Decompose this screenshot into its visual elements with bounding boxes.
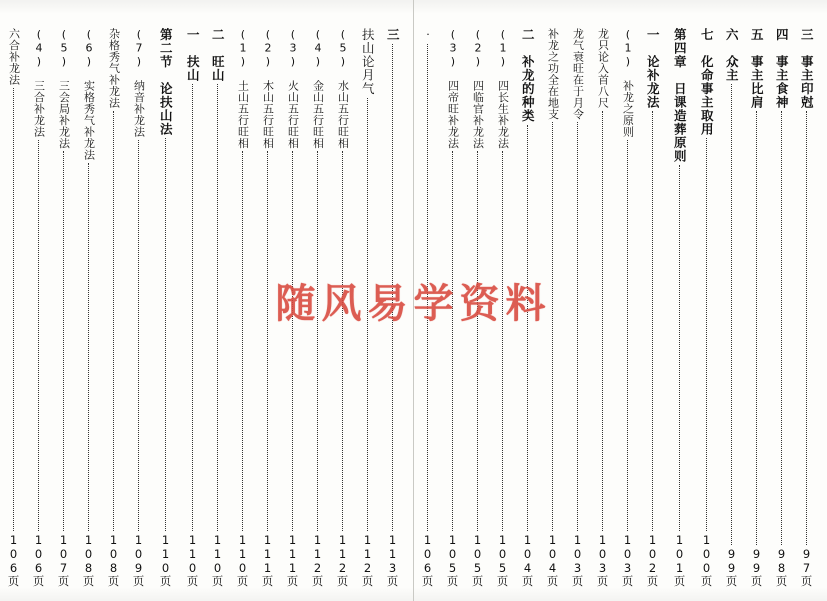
toc-entry-text: 龙气衰旺在于月令 (571, 28, 585, 120)
toc-page-number: 109页 (131, 532, 146, 586)
toc-entry-text: 六 众主 (724, 28, 740, 82)
toc-entry[interactable] (151, 26, 180, 586)
toc-entry[interactable] (615, 26, 640, 586)
toc-leader (577, 122, 579, 531)
toc-entry-text: (5) 三会局补龙法 (57, 28, 71, 149)
toc-leader (113, 111, 115, 531)
toc-page-number: 98页 (774, 546, 789, 586)
toc-leader (165, 138, 167, 531)
toc-leader (192, 84, 194, 531)
toc-entry[interactable] (440, 26, 465, 586)
toc-page-number: 104页 (545, 532, 560, 586)
toc-page-number: 99页 (749, 546, 764, 586)
toc-entry[interactable] (565, 26, 590, 586)
toc-entry[interactable] (230, 26, 255, 586)
toc-entry-text: (6) 实格秀气补龙法 (82, 28, 96, 161)
toc-page-number: 108页 (106, 532, 121, 586)
toc-page-number: 106页 (420, 532, 435, 586)
toc-page-number: 101页 (672, 532, 687, 586)
toc-entry[interactable] (51, 26, 76, 586)
toc-entry-text: (5) 水山五行旺相 (336, 28, 350, 149)
toc-leader (652, 111, 654, 531)
toc-leader (367, 98, 369, 531)
toc-entry[interactable] (465, 26, 490, 586)
toc-entry[interactable] (540, 26, 565, 586)
toc-page-number: 103页 (595, 532, 610, 586)
toc-entry[interactable] (490, 26, 515, 586)
right-toc-columns (422, 26, 819, 591)
toc-entry-text: 六合补龙法 (7, 28, 21, 86)
toc-leader (806, 111, 808, 545)
toc-page-number: 113页 (385, 532, 400, 586)
toc-entry-text: (3) 四帝旺补龙法 (446, 28, 460, 149)
toc-entry-text: 杂格秀气补龙法 (107, 28, 121, 109)
toc-entry[interactable] (76, 26, 101, 586)
toc-leader (781, 111, 783, 545)
toc-entry-text: 一 论补龙法 (645, 28, 661, 109)
toc-entry-text: (2) 四临官补龙法 (471, 28, 485, 149)
toc-leader (392, 44, 394, 531)
toc-entry-text: 三 事主印尅 (799, 28, 815, 109)
toc-entry[interactable] (1, 26, 26, 586)
toc-entry-text: 龙只论入首八尺 (596, 28, 610, 109)
toc-entry[interactable] (280, 26, 305, 586)
toc-entry[interactable] (355, 26, 380, 586)
right-page (414, 0, 827, 601)
toc-leader (452, 151, 454, 531)
toc-entry[interactable] (305, 26, 330, 586)
toc-leader (138, 140, 140, 531)
toc-entry-text: (7) 纳音补龙法 (132, 28, 146, 138)
toc-leader (317, 151, 319, 531)
toc-entry-text: 补龙之功全在地支 (546, 28, 560, 120)
toc-page-number: 110页 (158, 532, 173, 586)
toc-entry[interactable] (330, 26, 355, 586)
left-page (0, 0, 413, 601)
toc-leader (756, 111, 758, 545)
toc-entry-text: (1) 土山五行旺相 (236, 28, 250, 149)
toc-entry[interactable] (126, 26, 151, 586)
toc-entry-text: 扶山论月气 (360, 28, 376, 96)
toc-leader (267, 151, 269, 531)
toc-entry-text: 一 扶山 (185, 28, 201, 82)
toc-page-number: 106页 (31, 532, 46, 586)
toc-entry[interactable] (205, 26, 230, 586)
toc-leader (731, 84, 733, 545)
toc-page-number: 107页 (56, 532, 71, 586)
toc-leader (477, 151, 479, 531)
toc-leader (242, 151, 244, 531)
toc-entry[interactable] (101, 26, 126, 586)
toc-page-number: 105页 (445, 532, 460, 586)
toc-leader (552, 122, 554, 531)
toc-entry[interactable] (769, 26, 794, 586)
toc-leader (527, 125, 529, 531)
toc-entry[interactable] (665, 26, 694, 586)
toc-page-number: 102页 (645, 532, 660, 586)
toc-page-number: 103页 (620, 532, 635, 586)
toc-leader (627, 140, 629, 531)
toc-page-number: 112页 (335, 532, 350, 586)
toc-page-number: 112页 (310, 532, 325, 586)
toc-entry[interactable] (180, 26, 205, 586)
toc-entry[interactable] (255, 26, 280, 586)
toc-entry[interactable] (694, 26, 719, 586)
toc-entry-text: 二 旺山 (210, 28, 226, 82)
toc-entry[interactable] (515, 26, 540, 586)
watermark: 随风易学资料 (275, 281, 552, 327)
toc-entry[interactable] (640, 26, 665, 586)
toc-page-number: 110页 (185, 532, 200, 586)
toc-entry-text: · (421, 28, 435, 42)
toc-entry[interactable] (380, 26, 405, 586)
left-toc-columns (8, 26, 405, 591)
toc-leader (706, 138, 708, 531)
toc-leader (63, 151, 65, 531)
toc-entry-text: (1) 四长生补龙法 (496, 28, 510, 149)
toc-entry-text: (4) 金山五行旺相 (311, 28, 325, 149)
toc-entry[interactable] (26, 26, 51, 586)
toc-leader (342, 151, 344, 531)
toc-page-number: 100页 (699, 532, 714, 586)
toc-entry[interactable] (415, 26, 440, 586)
toc-entry-text: (3) 火山五行旺相 (286, 28, 300, 149)
toc-page-number: 112页 (360, 532, 375, 586)
toc-page-number: 110页 (210, 532, 225, 586)
toc-page-number: 103页 (570, 532, 585, 586)
toc-leader (679, 165, 681, 531)
toc-entry-text: 七 化命事主取用 (699, 28, 715, 136)
toc-entry[interactable] (590, 26, 615, 586)
toc-leader (38, 140, 40, 531)
toc-leader (427, 44, 429, 531)
toc-page-number: 104页 (520, 532, 535, 586)
toc-page-number: 111页 (285, 532, 300, 586)
toc-entry-text: 三 (385, 28, 401, 42)
toc-entry-text: 五 事主比肩 (749, 28, 765, 109)
toc-leader (602, 111, 604, 531)
toc-leader (502, 151, 504, 531)
toc-page-number: 97页 (799, 546, 814, 586)
toc-page-number: 99页 (724, 546, 739, 586)
toc-entry[interactable] (719, 26, 744, 586)
toc-leader (292, 151, 294, 531)
toc-leader (217, 84, 219, 531)
toc-entry[interactable] (794, 26, 819, 586)
toc-entry[interactable] (744, 26, 769, 586)
toc-entry-text: (1) 补龙之原则 (621, 28, 635, 138)
toc-entry-text: 第四章 日课造葬原则 (672, 28, 688, 163)
toc-page-number: 106页 (6, 532, 21, 586)
toc-page-number: 105页 (495, 532, 510, 586)
toc-leader (13, 88, 15, 531)
toc-entry-text: 第二节 论扶山法 (158, 28, 174, 136)
toc-entry-text: (4) 三合补龙法 (32, 28, 46, 138)
toc-entry-text: 二 补龙的种类 (520, 28, 536, 123)
toc-entry-text: 四 事主食神 (774, 28, 790, 109)
toc-page-number: 105页 (470, 532, 485, 586)
toc-page-number: 108页 (81, 532, 96, 586)
toc-leader (88, 163, 90, 531)
toc-page-number: 110页 (235, 532, 250, 586)
toc-entry-text: (2) 木山五行旺相 (261, 28, 275, 149)
toc-page-number: 111页 (260, 532, 275, 586)
